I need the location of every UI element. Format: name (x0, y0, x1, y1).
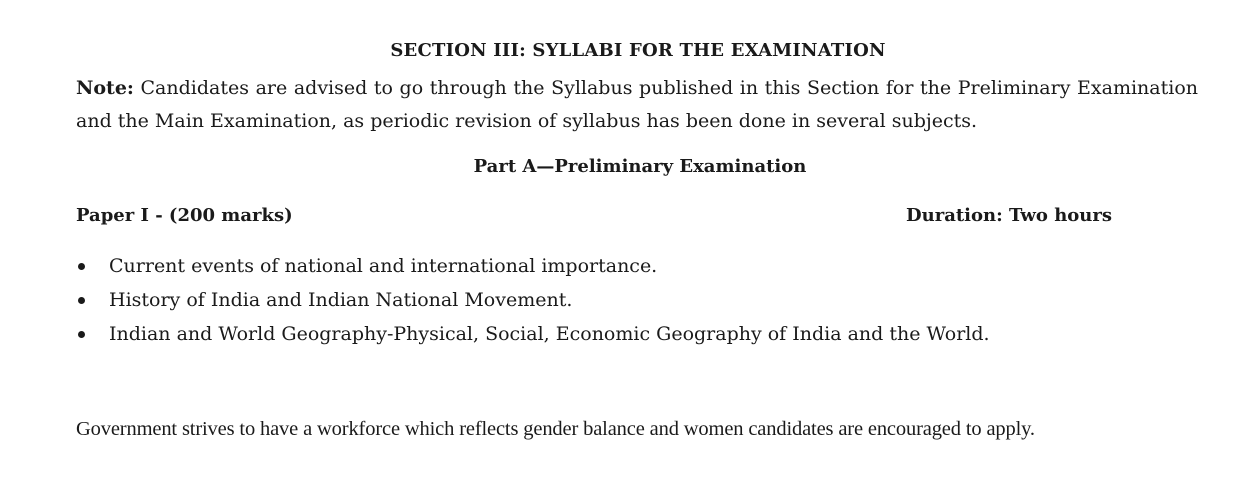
paper-title: Paper I - (200 marks) (76, 205, 293, 226)
topic-text: History of India and Indian National Movement. (109, 289, 573, 311)
paper-header-row (76, 205, 1112, 226)
note-text: Candidates are advised to go through the Syllabus published in this Section for the Preliminary Examination and the Main Examination, as periodic revision of syllabus has been done in several subjects. (76, 77, 1198, 132)
topic-text: Current events of national and international importance. (109, 255, 658, 277)
part-title: Part A—Preliminary Examination (473, 156, 807, 177)
bullet-icon (78, 297, 85, 304)
list-item (76, 320, 1176, 354)
topic-list (76, 252, 1176, 354)
note-label: Note: (76, 77, 134, 99)
bullet-icon (78, 331, 85, 338)
bullet-icon (78, 263, 85, 270)
paper-duration: Duration: Two hours (906, 205, 1112, 226)
footer-note: Government strives to have a workforce which reflects gender balance and women candidates are encouraged to apply. (76, 418, 1035, 440)
topic-text: Indian and World Geography-Physical, Social, Economic Geography of India and the World. (109, 323, 990, 345)
section-title: SECTION III: SYLLABI FOR THE EXAMINATION (390, 40, 886, 61)
list-item (76, 286, 1176, 320)
list-item (76, 252, 1176, 286)
note-paragraph (76, 72, 1198, 138)
